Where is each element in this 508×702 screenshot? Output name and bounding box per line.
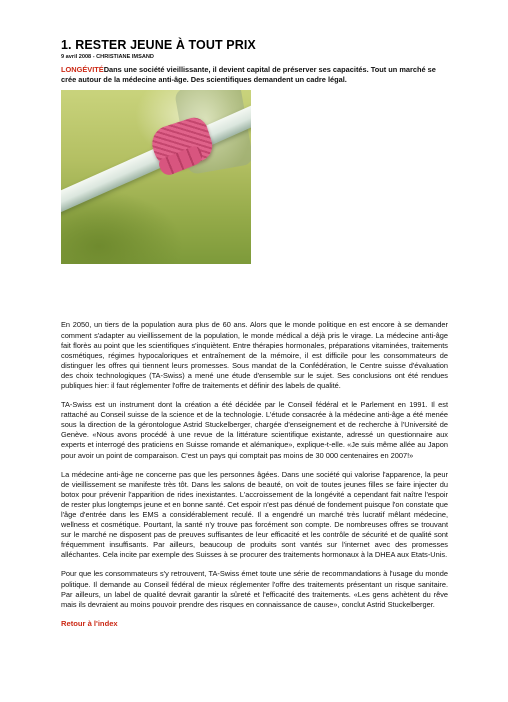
article-byline: 9 avril 2008 - CHRISTIANE IMSAND: [61, 54, 154, 60]
article-photo: [61, 90, 251, 264]
article-body: [61, 320, 448, 609]
paragraph-2: TA-Swiss est un instrument dont la création a été décidée par le Conseil fédéral et le Parlement en 1991. Il est rattaché au Conseil suisse de la science et de la technologie. L'étude consacrée à la médecine anti-âge a été menée sous la direction de la gérontologue Astrid Stuckelberger, chargée d'enseignement et de recherche à l'Université de Genève. «Nous avons procédé à une revue de la littérature scientifique existante, adressé un questionnaire aux experts et interrogé des praticiens en Suisse romande et alémanique», explique-t-elle. «Je suis même allée au Japon pour avoir un point de comparaison. C'est un pays qui comptait pas moins de 30 000 centenaires en 2007!»: [61, 400, 448, 460]
article-title: 1. RESTER JEUNE À TOUT PRIX: [61, 38, 256, 52]
article-kicker: LONGÉVITÉ: [61, 65, 104, 74]
article: [61, 38, 448, 628]
back-to-index-link[interactable]: Retour à l'index: [61, 618, 118, 628]
paragraph-4: Pour que les consommateurs s'y retrouvent, TA-Swiss émet toute une série de recommandations à l'usage du monde politique. Il demande au Conseil fédéral de mieux réglementer l'offre des traitements présentant un risque sanitaire. Par ailleurs, un label de qualité devrait garantir la sûreté et l'efficacité des traitements. «Les gens achètent du rêve mais ils devraient au moins pouvoir prendre des risques en connaissance de cause», conclut Astrid Stuckelberger.: [61, 569, 448, 609]
paragraph-3: La médecine anti-âge ne concerne pas que les personnes âgées. Dans une société qui valorise l'apparence, la peur de vieillissement se manifeste très tôt. Dans les salons de beauté, on voit de toutes jeunes filles se faire injecter du botox pour prévenir l'apparition de rides inexistantes. L'accroissement de la longévité a cependant fait naître l'espoir de rester plus longtemps jeune et en bonne santé. Cet espoir n'est pas dénué de fondement puisque l'on constate que l'âge d'entrée dans les EMS a considérablement reculé. Il a engendré un marché très lucratif mêlant médecine, wellness et cosmétique. Pourtant, la santé n'y trouve pas forcément son compte. De nombreuses offres se trouvant sur le marché ne disposent pas de preuves suffisantes de leur efficacité et les contrôle de sécurité et de qualité sont fréquemment insuffisants. Par ailleurs, beaucoup de produits sont vantés sur l'internet avec des promesses alléchantes. Cela incite par exemple des Suisses à se procurer des traitements hormonaux à la DHEA aux Etats-Unis.: [61, 469, 448, 560]
lead-text: Dans une société vieillissante, il devient capital de préserver ses capacités. Tout un marché se crée autour de la médecine anti-âge. Des scientifiques demandent un cadre légal.: [61, 65, 436, 85]
paragraph-1: En 2050, un tiers de la population aura plus de 60 ans. Alors que le monde politique en est encore à se demander comment s'adapter au vieillissement de la population, le monde médical a déjà pris le virage. La médecine anti-âge fait florès au point que les scientifiques s'inquiètent. Entre thérapies hormonales, préparations vitaminées, traitements cosmétiques, régimes hypocaloriques et entraînement de la mémoire, il est difficile pour les consommateurs de distinguer les offres qui tiennent leurs promesses. Sous mandat de la Confédération, le Centre suisse d'évaluation des choix technologiques (TA-Swiss) a mené une étude d'ensemble sur le sujet. Ses conclusions ont été rendues publiques hier: il faut réglementer l'offre de traitements et définir des labels de qualité.: [61, 320, 448, 390]
article-lead: [61, 65, 448, 85]
